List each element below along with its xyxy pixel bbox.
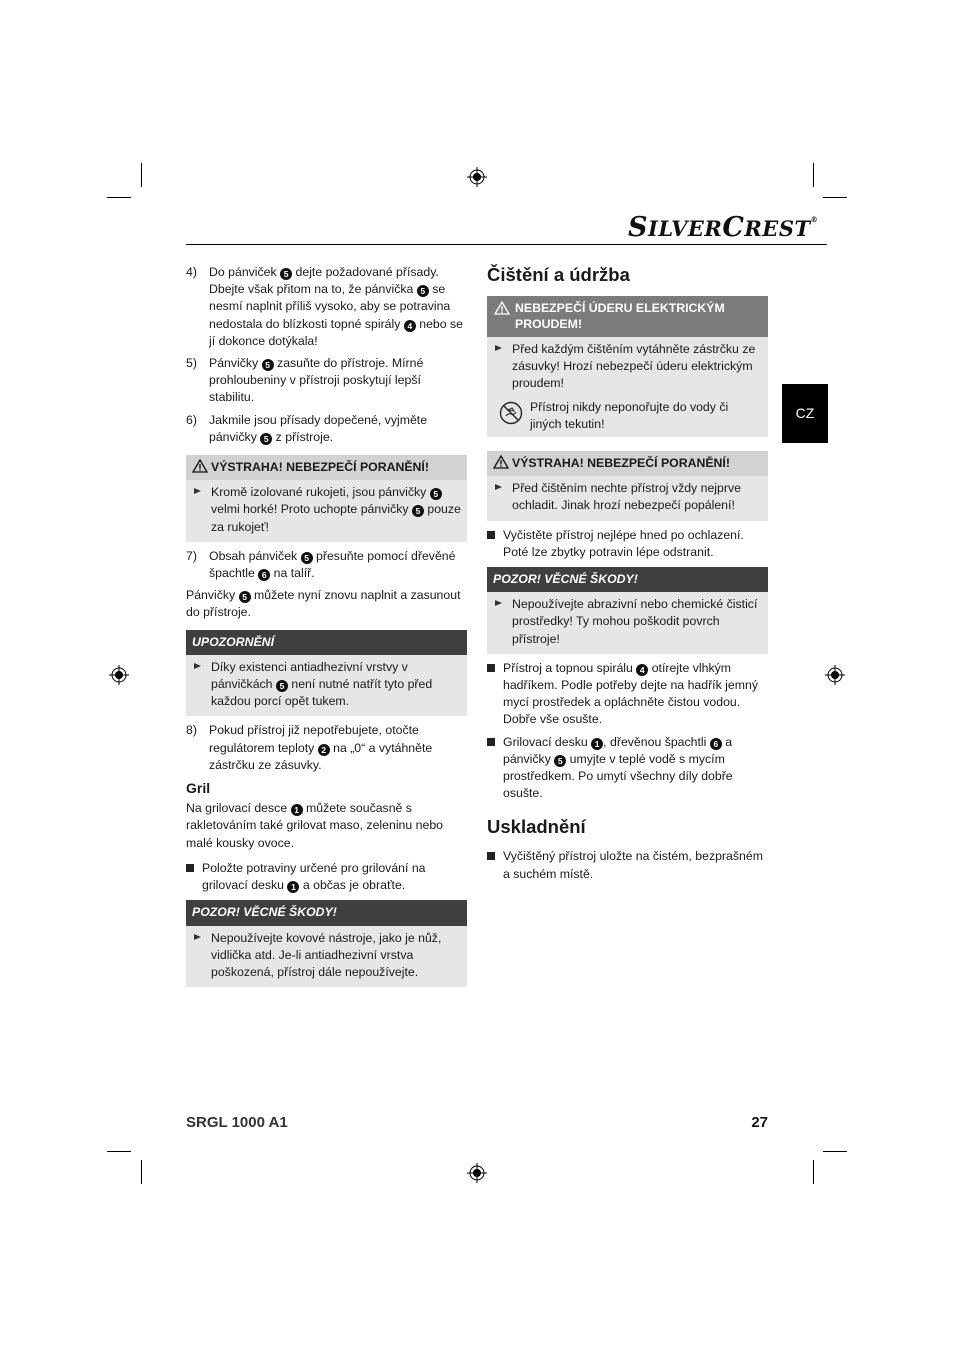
warning-triangle-icon xyxy=(192,459,208,473)
warning-item: Před čištěním nechte přístroj vždy nejprve ochladit. Jinak hrozí nebezpečí popálení! xyxy=(495,480,762,514)
page-number: 27 xyxy=(751,1114,768,1131)
brand-logo: SILVERCREST® xyxy=(628,212,819,243)
callout-number: 5 xyxy=(430,488,442,500)
callout-number: 4 xyxy=(404,320,416,332)
bullet-item: Vyčištěný přístroj uložte na čistém, bezprašném a suchém místě. xyxy=(487,848,768,882)
step-5: 5) Pánvičky 5 zasuňte do přístroje. Mírné prohloubeniny v přístroji poskytují lepší stabilitu. xyxy=(186,356,424,405)
step-4: 4) Do pánviček 5 dejte požadované přísady. Dbejte však přitom na to, že pánvička 5 se nesmí naplnit příliš vysoko, aby se potravina nedostala do blízkosti topné spirály 4 nebo se jí dokonce dotýkala! xyxy=(186,265,464,348)
callout-number: 5 xyxy=(301,552,313,564)
section-heading-grill: Gril xyxy=(186,780,211,797)
registration-mark-icon xyxy=(467,167,487,187)
danger-item: Před každým čištěním vytáhněte zástrčku ze zásuvky! Hrozí nebezpečí úderu elektrickým proudem! xyxy=(495,341,762,393)
callout-number: 5 xyxy=(280,268,292,280)
callout-number: 4 xyxy=(636,664,648,676)
paragraph: Na grilovací desce 1 můžete současně s rakletováním také grilovat maso, zeleninu nebo malé kousky ovoce. xyxy=(186,801,444,850)
language-tab: CZ xyxy=(782,384,828,443)
left-column xyxy=(186,264,467,993)
caution-box-title: POZOR! VĚCNÉ ŠKODY! xyxy=(186,900,467,925)
crop-mark xyxy=(823,1151,847,1152)
callout-number: 2 xyxy=(318,744,330,756)
bullet-item: Položte potraviny určené pro grilování na grilovací desku 1 a občas je obraťte. xyxy=(186,860,467,894)
callout-number: 5 xyxy=(239,591,251,603)
warning-triangle-icon xyxy=(494,301,510,315)
callout-number: 5 xyxy=(276,680,288,692)
crop-mark xyxy=(823,197,847,198)
crop-mark xyxy=(107,197,131,198)
caution-box xyxy=(186,900,467,987)
callout-number: 5 xyxy=(412,505,424,517)
callout-number: 5 xyxy=(417,285,429,297)
section-heading-cleaning: Čištění a údržba xyxy=(487,264,630,285)
warning-box-injury xyxy=(487,451,768,521)
section-heading-storage: Uskladnění xyxy=(487,816,586,838)
crop-mark xyxy=(813,163,814,187)
callout-number: 1 xyxy=(291,804,303,816)
step-8: 8) Pokud přístroj již nepotřebujete, otočte regulátorem teploty 2 na „0“ a vytáhněte zástrčku ze zásuvky. xyxy=(186,723,433,772)
callout-number: 1 xyxy=(591,738,603,750)
note-box-title: UPOZORNĚNÍ xyxy=(186,630,467,655)
bullet-item: Přístroj a topnou spirálu 4 otírejte vlhkým hadříkem. Podle potřeby dejte na hadřík jemný mycí prostředek a opláchněte čistou vodou. Dobře vše osušte. xyxy=(487,660,768,729)
bullet-item: Vyčistěte přístroj nejlépe hned po ochlazení. Poté lze zbytky potravin lépe odstranit. xyxy=(487,527,768,561)
crop-mark xyxy=(107,1151,131,1152)
callout-number: 1 xyxy=(287,881,299,893)
callout-number: 5 xyxy=(554,755,566,767)
warning-box-title: VÝSTRAHA! NEBEZPEČÍ PORANĚNÍ! xyxy=(487,451,768,476)
warning-box-title: VÝSTRAHA! NEBEZPEČÍ PORANĚNÍ! xyxy=(186,455,467,480)
callout-number: 6 xyxy=(258,569,270,581)
caution-item: Nepoužívejte abrazivní nebo chemické čisticí prostředky! Ty mohou poškodit povrch přístroje! xyxy=(495,596,762,648)
caution-box xyxy=(487,567,768,654)
note-item: Díky existenci antiadhezivní vrstvy v pánvičkách 5 není nutné natřít tyto před každou porcí opět tukem. xyxy=(194,659,461,711)
crop-mark xyxy=(813,1160,814,1184)
step-7: 7) Obsah pánviček 5 přesuňte pomocí dřevěné špachtle 6 na talíř. xyxy=(186,548,456,581)
bullet-item: Grilovací desku 1 , dřevěnou špachtli 6 a pánvičky 5 umyjte v teplé vodě s mycím prostředkem. Po umytí všechny díly dobře osušte. xyxy=(487,734,768,803)
paragraph: Pánvičky 5 můžete nyní znovu naplnit a zasunout do přístroje. xyxy=(186,588,461,620)
danger-box-electric xyxy=(487,296,768,437)
crop-mark xyxy=(141,1160,142,1184)
warning-box-injury xyxy=(186,455,467,542)
callout-number: 6 xyxy=(710,738,722,750)
registration-mark-icon xyxy=(467,1163,487,1183)
right-column xyxy=(487,264,768,888)
danger-box-title: NEBEZPEČÍ ÚDERU ELEKTRICKÝM PROUDEM! xyxy=(487,296,768,337)
caution-item: Nepoužívejte kovové nástroje, jako je nůž, vidlička atd. Je-li antiadhezivní vrstva poškozená, přístroj dále nepoužívejte. xyxy=(194,930,461,982)
step-6: 6) Jakmile jsou přísady dopečené, vyjměte pánvičky 5 z přístroje. xyxy=(186,412,428,444)
caution-box-title: POZOR! VĚCNÉ ŠKODY! xyxy=(487,567,768,592)
warning-triangle-icon xyxy=(493,455,509,469)
registration-mark-icon xyxy=(825,665,845,685)
crop-mark xyxy=(141,163,142,187)
header-rule xyxy=(186,244,827,245)
footer-model: SRGL 1000 A1 xyxy=(186,1114,288,1131)
callout-number: 5 xyxy=(262,359,274,371)
no-water-immersion-icon xyxy=(499,401,523,425)
note-box xyxy=(186,630,467,717)
warning-item: Kromě izolované rukojeti, jsou pánvičky 5 velmi horké! Proto uchopte pánvičky 5 pouze za rukojeť! xyxy=(194,484,461,536)
no-immersion-item: Přístroj nikdy neponořujte do vody či jiných tekutin! xyxy=(495,399,762,433)
registration-mark-icon xyxy=(109,665,129,685)
callout-number: 5 xyxy=(260,433,272,445)
